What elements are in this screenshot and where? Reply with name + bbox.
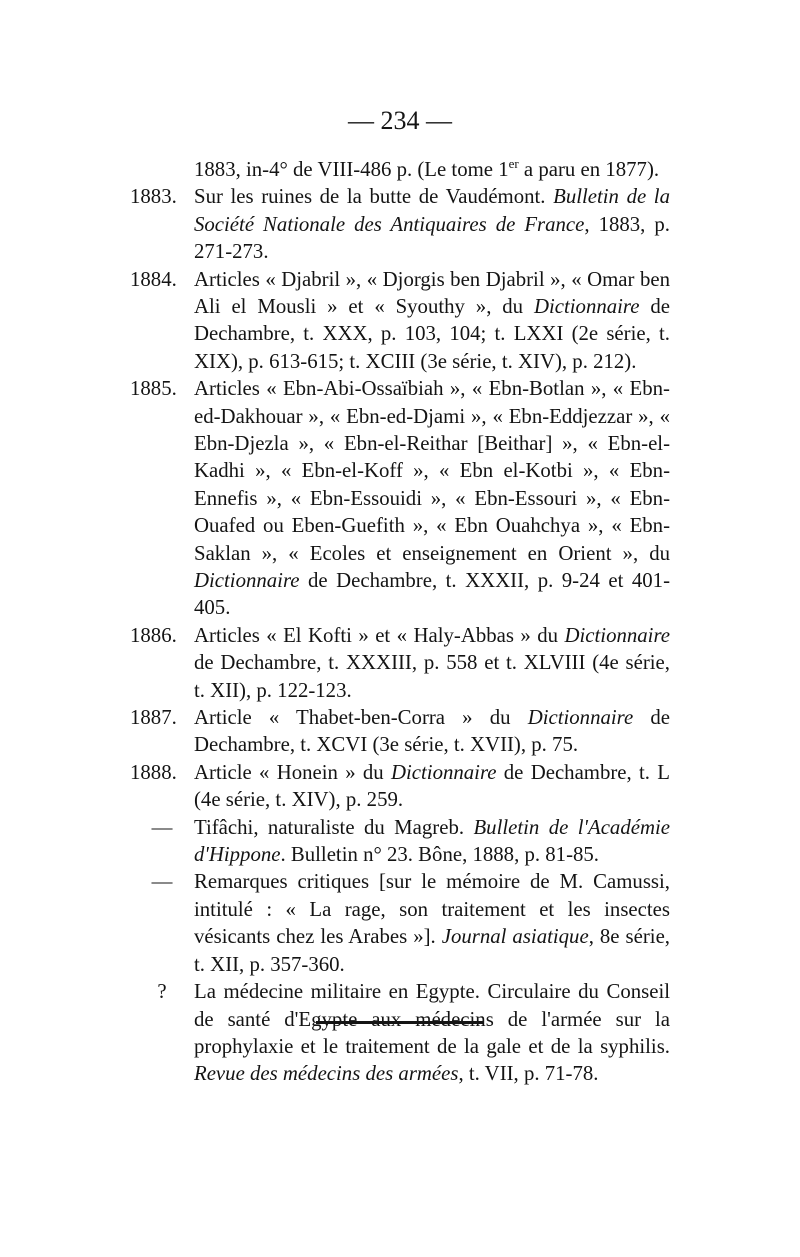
end-rule <box>316 1021 484 1024</box>
entry-year: ? <box>157 980 167 1004</box>
bibliography-entry <box>130 266 670 376</box>
bibliography-entry <box>130 704 670 759</box>
entry-year: — <box>151 815 173 839</box>
entry-title-italic: Dictionnaire <box>533 294 640 318</box>
entry-year <box>130 150 194 183</box>
entry-text-part: Article « Thabet-ben-Corra » du <box>194 706 528 730</box>
bibliography-list <box>130 150 670 1088</box>
entry-title-italic: Bulletin de la Société Nationale des Antiquaires de France <box>194 185 670 236</box>
entry-text <box>194 868 670 978</box>
entry-text-part: , 1883, p. 271-273. <box>194 212 670 264</box>
entry-text-part: Article « Honein » du <box>194 760 391 784</box>
entry-year: 1887. <box>130 706 177 730</box>
entry-title-italic: Dictionnaire <box>194 569 300 593</box>
entry-text-part: Remarques critiques [sur le mémoire de M. Camussi, intitulé : « La rage, son traitement et les insectes vésicants chez les Arabes »]. <box>194 870 670 949</box>
entry-year: — <box>151 870 173 894</box>
entry-text-part: La médecine militaire en Egypte. Circulaire du Conseil de santé d'Egypte aux médecins de l'armée sur la prophylaxie et le traitement de la gale et de la syphilis. <box>194 980 670 1058</box>
entry-text-part: , t. VII, p. 71-78. <box>458 1062 599 1086</box>
bibliography-entry <box>130 759 670 814</box>
entry-text <box>194 622 670 704</box>
entry-text-part: de Dechambre, t. L (4e série, t. XIV), p. 259. <box>194 760 670 812</box>
bibliography-entry <box>130 814 670 869</box>
entry-text <box>194 704 670 759</box>
entry-title-italic: Revue des médecins des armées <box>194 1062 459 1086</box>
entry-text-part: Tifâchi, naturaliste du Magreb. <box>194 815 474 839</box>
entry-text <box>194 814 670 869</box>
entry-title-italic: Dictionnaire <box>390 760 497 784</box>
entry-text <box>194 375 670 622</box>
entry-text-part: Articles « El Kofti » et « Haly-Abbas » du <box>194 623 565 647</box>
entry-text <box>194 266 670 376</box>
entry-text-part: . Bulletin n° 23. Bône, 1888, p. 81-85. <box>280 843 599 867</box>
entry-text-part: , 8e série, t. XII, p. 357-360. <box>194 925 671 976</box>
entry-text-part: a paru en 1877). <box>518 157 660 181</box>
superscript: er <box>508 156 519 171</box>
entry-text <box>194 150 670 183</box>
entry-year: 1888. <box>130 760 177 784</box>
entry-text-part: Sur les ruines de la butte de Vaudémont. <box>194 185 554 209</box>
entry-title-italic: Dictionnaire <box>527 706 634 730</box>
entry-year: 1885. <box>130 377 177 401</box>
entry-text-part: de Dechambre, t. XXX, p. 103, 104; t. LXXI (2e série, t. XIX), p. 613-615; t. XCIII (3e série, t. XIV), p. 212). <box>194 294 670 373</box>
entry-text-part: de Dechambre, t. XCVI (3e série, t. XVII), p. 75. <box>194 706 670 757</box>
entry-title-italic: Bulletin de l'Académie d'Hippone <box>194 815 670 867</box>
bibliography-entry <box>130 183 670 265</box>
bibliography-entry <box>130 150 670 183</box>
entry-text-part: 1883, in-4° de VIII-486 p. (Le tome 1 <box>194 157 509 181</box>
bibliography-entry <box>130 978 670 1088</box>
page-number: — 234 — <box>348 106 452 135</box>
entry-title-italic: Journal asiatique <box>441 925 589 949</box>
entry-text-part: de Dechambre, t. XXXIII, p. 558 et t. XLVIII (4e série, t. XII), p. 122-123. <box>194 651 670 702</box>
bibliography-entry <box>130 868 670 978</box>
bibliography-entry <box>130 622 670 704</box>
entry-text-part: Articles « Ebn-Abi-Ossaïbiah », « Ebn-Botlan », « Ebn-ed-Dakhouar », « Ebn-ed-Djami », « Ebn-Eddjezzar », « Ebn-Djezla », « Ebn-el-Reithar [Beithar] », « Ebn-el-Kadhi », « Ebn-el-Koff », « Ebn el-Kotbi », « Ebn-Ennefis », « Ebn-Essouidi », « Ebn-Essouri », « Ebn-Ouafed ou Eben-Guefith », « Ebn Ouahchya », « Ebn-Saklan », « Ecoles et enseignement en Orient », du <box>194 377 670 565</box>
bibliography-entry <box>130 375 670 622</box>
entry-text <box>194 759 670 814</box>
entry-title-italic: Dictionnaire <box>564 623 670 647</box>
entry-text-part: Articles « Djabril », « Djorgis ben Djabril », « Omar ben Ali el Mousli » et « Syouthy », du <box>194 267 670 318</box>
entry-text-part: de Dechambre, t. XXXII, p. 9-24 et 401-405. <box>194 569 670 620</box>
entry-text <box>194 978 670 1088</box>
entry-year: 1883. <box>130 185 177 209</box>
entry-year: 1886. <box>130 623 177 647</box>
entry-year: 1884. <box>130 267 177 291</box>
entry-text <box>194 183 670 265</box>
